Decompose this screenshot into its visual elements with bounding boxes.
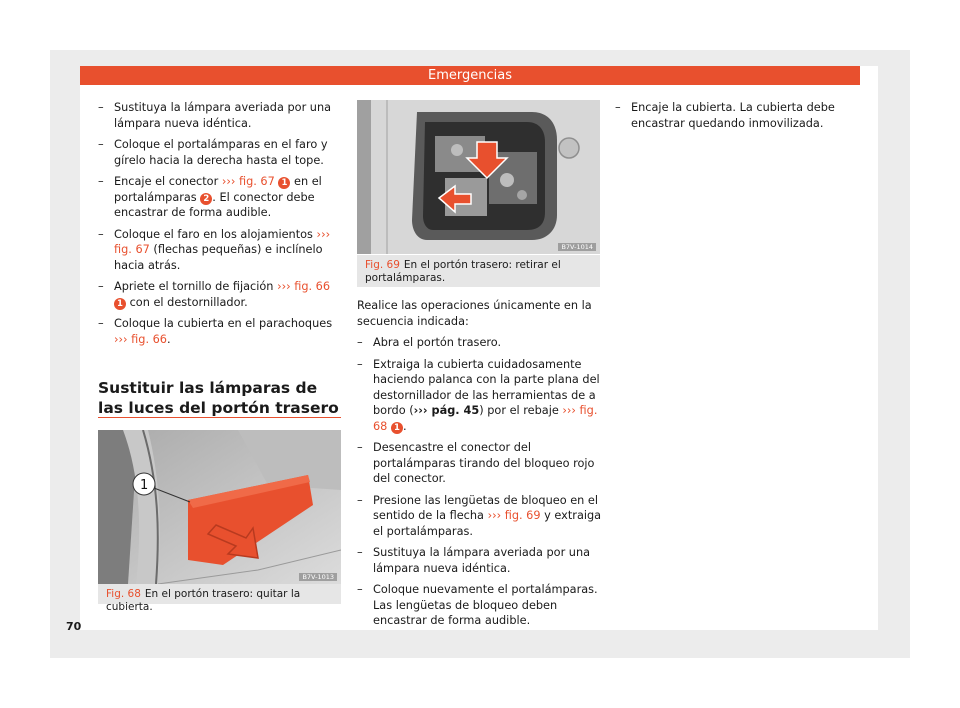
item-text: ) por el rebaje xyxy=(479,404,563,417)
list-item xyxy=(357,335,603,351)
figure-68-image xyxy=(98,430,341,584)
figure-69-caption xyxy=(357,255,600,287)
list-item xyxy=(98,174,343,221)
figure-label: Fig. 69 xyxy=(365,259,400,271)
ref-arrow: ››› xyxy=(221,175,236,188)
item-text: Apriete el tornillo de fijación xyxy=(114,280,278,293)
item-text: . xyxy=(402,419,407,433)
page-number: 70 xyxy=(66,620,82,633)
item-text: y extraiga el portalámparas. xyxy=(373,509,602,538)
dash-bullet: – xyxy=(615,101,621,114)
heading-divider xyxy=(98,417,341,418)
figure-label: Fig. 68 xyxy=(106,588,141,600)
list-item xyxy=(98,227,343,274)
list-item xyxy=(357,357,603,435)
image-code: B7V-1013 xyxy=(299,573,337,581)
cover-photo-illustration xyxy=(98,430,341,584)
dash-bullet: – xyxy=(357,493,363,507)
lamp-holder-photo-illustration xyxy=(357,100,600,254)
ref-arrow: ››› xyxy=(316,227,331,241)
ref-arrow: ››› xyxy=(487,509,502,522)
list-item xyxy=(98,100,343,131)
dash-bullet: – xyxy=(98,317,104,330)
dash-bullet: – xyxy=(357,441,363,454)
callout-number: 1 xyxy=(391,422,403,434)
list-item xyxy=(357,440,603,487)
item-text: Encaje la cubierta. La cubierta debe encastrar quedando inmovilizada. xyxy=(631,101,835,130)
dash-bullet: – xyxy=(357,357,363,371)
item-text: Coloque nuevamente el portalámparas. Las lengüetas de bloqueo deben encastrar de forma audible. xyxy=(373,583,598,627)
item-text: . xyxy=(167,332,171,346)
intro-paragraph: Realice las operaciones únicamente en la secuencia indicada: xyxy=(357,299,592,328)
figure-68-caption xyxy=(98,584,341,613)
item-text: Extraiga la cubierta cuidadosamente haciendo palanca con la parte plana del destornillador de las herramientas de a bordo ( xyxy=(373,357,600,417)
figure-69-image xyxy=(357,100,600,254)
figure-link[interactable]: fig. 67 xyxy=(235,175,275,188)
column-right xyxy=(615,100,865,137)
dash-bullet: – xyxy=(98,138,104,151)
figure-link[interactable]: fig. 69 xyxy=(501,509,541,522)
callout-number: 1 xyxy=(278,177,290,189)
page-link[interactable]: pág. 45 xyxy=(427,404,480,417)
dash-bullet: – xyxy=(98,280,104,293)
image-code: B7V-1014 xyxy=(558,243,596,251)
list-item xyxy=(98,316,343,347)
item-text: Coloque el portalámparas en el faro y gírelo hacia la derecha hasta el tope. xyxy=(114,138,328,167)
dash-bullet: – xyxy=(98,101,104,114)
figure-link[interactable]: fig. 66 xyxy=(290,280,331,293)
list-item xyxy=(98,279,343,310)
list-item xyxy=(357,582,603,629)
column-left xyxy=(98,100,343,353)
item-text: Coloque el faro en los alojamientos xyxy=(114,227,317,241)
item-text: Desencastre el conector del portalámparas tirando del bloqueo rojo del conector. xyxy=(373,441,595,485)
ref-arrow: ››› xyxy=(114,332,128,346)
ref-arrow: ››› xyxy=(562,404,576,417)
item-text: Coloque la cubierta en el parachoques xyxy=(114,317,333,330)
figure-link[interactable]: fig. 67 xyxy=(114,243,150,256)
caption-text: En el portón trasero: quitar la cubierta. xyxy=(106,588,301,613)
item-text: Encaje el conector xyxy=(114,175,222,188)
item-text: en el portalámparas xyxy=(114,175,322,204)
item-text: (flechas pequeñas) e inclínelo hacia atrás. xyxy=(114,243,323,272)
dash-bullet: – xyxy=(98,175,104,188)
list-item xyxy=(615,100,865,131)
ref-arrow: ››› xyxy=(277,280,291,293)
section-heading: Sustituir las lámparas de las luces del portón trasero xyxy=(98,379,339,417)
item-text: con el destornillador. xyxy=(126,295,248,309)
figure-link[interactable]: fig. 66 xyxy=(127,332,167,346)
item-text: . El conector debe encastrar de forma audible. xyxy=(114,190,315,219)
dash-bullet: – xyxy=(357,546,363,559)
callout-number: 2 xyxy=(200,193,212,205)
item-text: Sustituya la lámpara averiada por una lámpara nueva idéntica. xyxy=(373,546,591,575)
ref-arrow: ››› xyxy=(413,404,428,417)
figure-link[interactable]: fig. 68 xyxy=(373,404,598,433)
item-text: Abra el portón trasero. xyxy=(373,336,502,349)
list-item xyxy=(357,545,603,576)
dash-bullet: – xyxy=(98,227,104,241)
callout-number: 1 xyxy=(114,298,126,310)
column-middle xyxy=(357,298,603,635)
item-text: Presione las lengüetas de bloqueo en el sentido de la flecha xyxy=(373,493,598,522)
item-text: Sustituya la lámpara averiada por una lámpara nueva idéntica. xyxy=(114,101,332,130)
section-header: Emergencias xyxy=(80,66,860,85)
figure-callout: 1 xyxy=(140,478,149,493)
dash-bullet: – xyxy=(357,583,363,596)
list-item xyxy=(98,137,343,168)
list-item xyxy=(357,493,603,540)
dash-bullet: – xyxy=(357,336,363,349)
caption-text: En el portón trasero: retirar el portalámparas. xyxy=(365,259,561,284)
